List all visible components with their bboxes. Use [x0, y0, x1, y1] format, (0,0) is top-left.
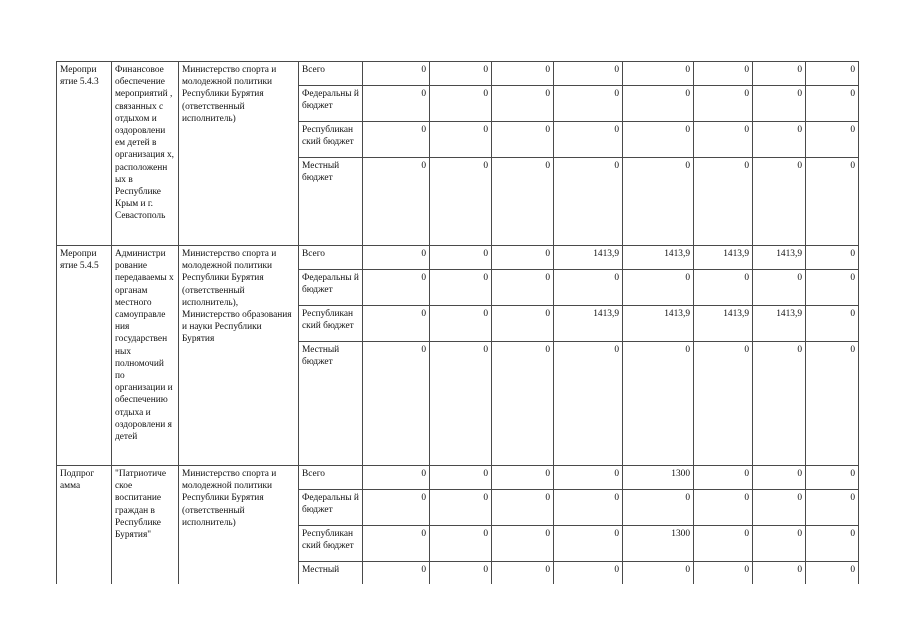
value-cell: 0 [363, 86, 430, 122]
funding-source-cell: Всего [299, 466, 363, 490]
value-cell: 0 [694, 122, 753, 158]
value-cell: 0 [363, 526, 430, 562]
value-cell: 0 [806, 246, 859, 270]
value-cell: 1413,9 [623, 306, 694, 342]
value-cell: 0 [554, 526, 623, 562]
value-cell: 0 [554, 490, 623, 526]
value-cell: 0 [753, 490, 806, 526]
table-row [57, 466, 859, 490]
measure-code-cell: Меропри ятие 5.4.5 [57, 246, 112, 466]
value-cell: 0 [430, 86, 492, 122]
value-cell: 0 [430, 270, 492, 306]
value-cell: 0 [623, 562, 694, 584]
value-cell: 0 [363, 342, 430, 466]
value-cell: 0 [753, 62, 806, 86]
executor-cell: Министерство спорта и молодежной политики Республики Бурятия (ответственный исполнитель), Министерство образования и науки Республики Бурятия [179, 246, 299, 466]
value-cell: 0 [554, 86, 623, 122]
value-cell: 0 [753, 342, 806, 466]
value-cell: 0 [492, 526, 554, 562]
value-cell: 0 [694, 270, 753, 306]
value-cell: 0 [806, 86, 859, 122]
value-cell: 0 [554, 342, 623, 466]
value-cell: 0 [554, 466, 623, 490]
funding-source-cell: Республикан ский бюджет [299, 122, 363, 158]
value-cell: 0 [806, 562, 859, 584]
value-cell: 0 [753, 526, 806, 562]
value-cell: 0 [492, 86, 554, 122]
value-cell: 1413,9 [623, 246, 694, 270]
value-cell: 0 [694, 526, 753, 562]
funding-source-cell: Всего [299, 246, 363, 270]
value-cell: 0 [430, 526, 492, 562]
value-cell: 1413,9 [694, 246, 753, 270]
value-cell: 0 [623, 122, 694, 158]
value-cell: 0 [492, 490, 554, 526]
funding-source-cell: Республикан ский бюджет [299, 526, 363, 562]
value-cell: 0 [363, 158, 430, 246]
value-cell: 0 [430, 158, 492, 246]
value-cell: 1413,9 [694, 306, 753, 342]
value-cell: 0 [806, 306, 859, 342]
value-cell: 0 [694, 62, 753, 86]
value-cell: 0 [806, 158, 859, 246]
value-cell: 0 [363, 562, 430, 584]
value-cell: 0 [806, 466, 859, 490]
value-cell: 0 [806, 342, 859, 466]
funding-source-cell: Местный бюджет [299, 158, 363, 246]
value-cell: 0 [694, 158, 753, 246]
program-funding-table [56, 61, 859, 584]
value-cell: 0 [430, 562, 492, 584]
value-cell: 0 [492, 342, 554, 466]
value-cell: 0 [694, 490, 753, 526]
table-row [57, 246, 859, 270]
value-cell: 1300 [623, 526, 694, 562]
value-cell: 0 [694, 342, 753, 466]
value-cell: 0 [806, 62, 859, 86]
funding-source-cell: Местный бюджет [299, 342, 363, 466]
value-cell: 0 [623, 158, 694, 246]
value-cell: 0 [492, 158, 554, 246]
value-cell: 0 [753, 562, 806, 584]
value-cell: 0 [492, 270, 554, 306]
value-cell: 0 [623, 62, 694, 86]
value-cell: 0 [623, 490, 694, 526]
value-cell: 0 [492, 246, 554, 270]
value-cell: 1413,9 [554, 306, 623, 342]
value-cell: 0 [753, 466, 806, 490]
value-cell: 0 [554, 122, 623, 158]
value-cell: 1413,9 [554, 246, 623, 270]
value-cell: 0 [554, 158, 623, 246]
value-cell: 0 [694, 86, 753, 122]
funding-source-cell: Федеральны й бюджет [299, 86, 363, 122]
value-cell: 0 [694, 466, 753, 490]
funding-source-cell: Федеральны й бюджет [299, 270, 363, 306]
value-cell: 1413,9 [753, 246, 806, 270]
funding-source-cell: Республикан ский бюджет [299, 306, 363, 342]
value-cell: 0 [753, 86, 806, 122]
measure-code-cell: Меропри ятие 5.4.3 [57, 62, 112, 246]
value-cell: 0 [363, 270, 430, 306]
measure-code-cell: Подпрог амма [57, 466, 112, 584]
value-cell: 0 [363, 62, 430, 86]
value-cell: 0 [806, 526, 859, 562]
value-cell: 1413,9 [753, 306, 806, 342]
value-cell: 0 [623, 86, 694, 122]
value-cell: 0 [430, 490, 492, 526]
value-cell: 0 [363, 490, 430, 526]
table-row [57, 62, 859, 86]
funding-source-cell: Местный [299, 562, 363, 584]
value-cell: 0 [492, 122, 554, 158]
value-cell: 0 [492, 62, 554, 86]
funding-source-cell: Всего [299, 62, 363, 86]
value-cell: 0 [492, 466, 554, 490]
executor-cell: Министерство спорта и молодежной политики Республики Бурятия (ответственный исполнитель) [179, 466, 299, 584]
value-cell: 0 [430, 466, 492, 490]
value-cell: 0 [753, 158, 806, 246]
value-cell: 0 [694, 562, 753, 584]
value-cell: 0 [363, 122, 430, 158]
executor-cell: Министерство спорта и молодежной политики Республики Бурятия (ответственный исполнитель) [179, 62, 299, 246]
value-cell: 0 [753, 270, 806, 306]
value-cell: 0 [806, 490, 859, 526]
value-cell: 0 [554, 270, 623, 306]
value-cell: 0 [430, 306, 492, 342]
value-cell: 0 [554, 562, 623, 584]
measure-name-cell: Финансовое обеспечение мероприятий , связанных с отдыхом и оздоровлени ем детей в организация х, расположенн ых в Республике Крым и г. Севастополь [112, 62, 179, 246]
measure-name-cell: "Патриотиче ское воспитание граждан в Республике Бурятия" [112, 466, 179, 584]
value-cell: 0 [363, 306, 430, 342]
value-cell: 0 [623, 342, 694, 466]
value-cell: 1300 [623, 466, 694, 490]
value-cell: 0 [492, 306, 554, 342]
measure-name-cell: Администри рование передаваемы х органам местного самоуправле ния государствен ных полномочий по организации и обеспечению отдыха и оздоровлени я детей [112, 246, 179, 466]
value-cell: 0 [623, 270, 694, 306]
value-cell: 0 [430, 62, 492, 86]
value-cell: 0 [430, 122, 492, 158]
value-cell: 0 [753, 122, 806, 158]
value-cell: 0 [806, 122, 859, 158]
value-cell: 0 [806, 270, 859, 306]
value-cell: 0 [554, 62, 623, 86]
value-cell: 0 [430, 342, 492, 466]
value-cell: 0 [363, 466, 430, 490]
value-cell: 0 [363, 246, 430, 270]
value-cell: 0 [430, 246, 492, 270]
value-cell: 0 [492, 562, 554, 584]
funding-source-cell: Федеральны й бюджет [299, 490, 363, 526]
